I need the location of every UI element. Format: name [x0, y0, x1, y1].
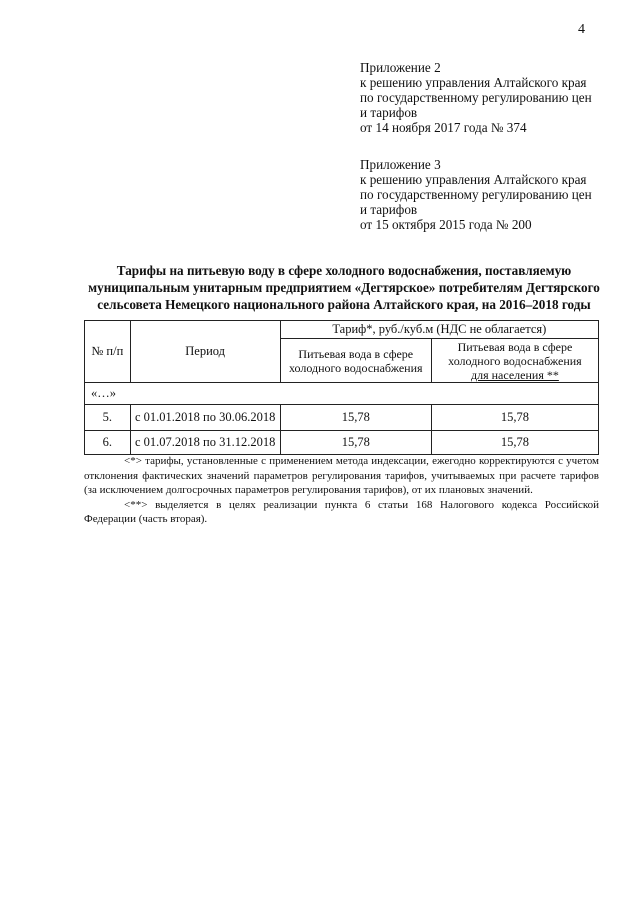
footnote-1: <*> тарифы, установленные с применением метода индексации, ежегодно корректируются с учетом отклонения фактических значений параметров регулирования тарифов, учитываемых при расчете тарифов (за исключением долгосрочных параметров регулирования тарифов), от их плановых значений. [84, 455, 599, 496]
appendix-line: и тарифов [360, 202, 418, 217]
subheader-text: Питьевая вода в сфере холодного водоснабжения [448, 339, 582, 368]
title-line: Тарифы на питьевую воду в сфере холодного водоснабжения, поставляемую [116, 263, 572, 278]
appendix-2-header [360, 60, 592, 135]
appendix-line: по государственному регулированию цен [360, 90, 592, 105]
title-line: муниципальным унитарным предприятием «Дегтярское» потребителям Дегтярского [88, 280, 600, 295]
appendix-line: от 14 ноября 2017 года № 374 [360, 120, 527, 135]
header-tariff: Тариф*, руб./куб.м (НДС не облагается) [280, 321, 598, 339]
row-value: 15,78 [431, 431, 598, 455]
tariff-table [84, 320, 599, 455]
row-period: с 01.01.2018 по 30.06.2018 [130, 405, 280, 431]
appendix-line: Приложение 2 [360, 60, 441, 75]
table-row [85, 405, 599, 431]
title-line: сельсовета Немецкого национального района Алтайского края, на 2016–2018 годы [97, 297, 591, 312]
subheader-water: Питьевая вода в сфере холодного водоснабжения [280, 339, 431, 383]
appendix-line: к решению управления Алтайского края [360, 172, 587, 187]
subheader-water-population [431, 339, 598, 383]
row-value: 15,78 [280, 405, 431, 431]
header-number: № п/п [85, 321, 131, 383]
appendix-line: по государственному регулированию цен [360, 187, 592, 202]
row-number: 5. [85, 405, 131, 431]
ellipsis-row: «…» [85, 383, 599, 405]
row-value: 15,78 [280, 431, 431, 455]
appendix-line: к решению управления Алтайского края [360, 75, 587, 90]
row-value: 15,78 [431, 405, 598, 431]
subheader-population: для населения ** [471, 367, 559, 382]
row-number: 6. [85, 431, 131, 455]
appendix-3-header [360, 157, 592, 232]
row-period: с 01.07.2018 по 31.12.2018 [130, 431, 280, 455]
footnotes [84, 454, 599, 527]
page-number: 4 [578, 22, 585, 37]
appendix-line: от 15 октября 2015 года № 200 [360, 217, 532, 232]
document-title [84, 262, 604, 313]
footnote-2: <**> выделяется в целях реализации пункта 6 статьи 168 Налогового кодекса Российской Федерации (часть вторая). [84, 498, 599, 525]
header-period: Период [130, 321, 280, 383]
table-row [85, 431, 599, 455]
appendix-line: и тарифов [360, 105, 418, 120]
appendix-line: Приложение 3 [360, 157, 441, 172]
